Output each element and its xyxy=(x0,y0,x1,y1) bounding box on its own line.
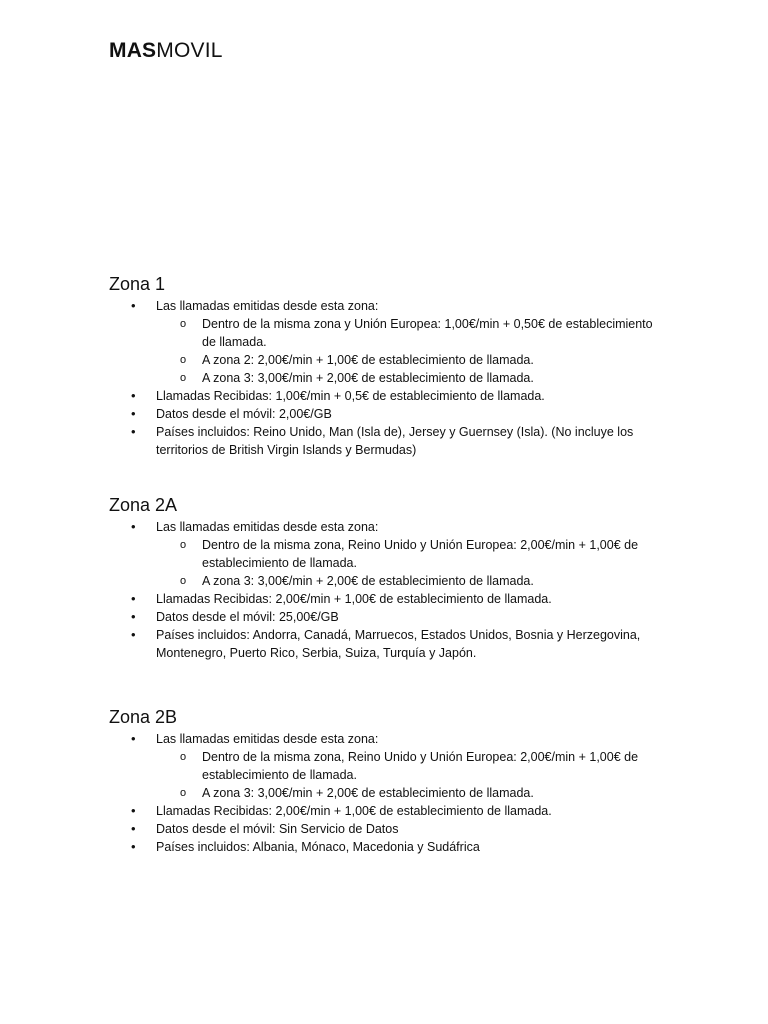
circle-bullet-icon: o xyxy=(180,539,187,551)
bullet-icon: • xyxy=(131,627,136,642)
zone-list xyxy=(109,297,669,459)
sub-item-text: Dentro de la misma zona, Reino Unido y Unión Europea: 2,00€/min + 1,00€ de establecimiento de llamada. xyxy=(202,538,639,570)
sub-list-item xyxy=(156,572,669,590)
circle-bullet-icon: o xyxy=(180,787,187,799)
item-text: Las llamadas emitidas desde esta zona: xyxy=(156,732,379,746)
bullet-icon: • xyxy=(131,388,136,403)
sub-list-item xyxy=(156,369,669,387)
list-item xyxy=(109,297,669,387)
circle-bullet-icon: o xyxy=(180,575,187,587)
sub-list xyxy=(156,536,669,590)
sub-list xyxy=(156,748,669,802)
sub-item-text: A zona 3: 3,00€/min + 2,00€ de establecimiento de llamada. xyxy=(202,371,534,385)
bullet-icon: • xyxy=(131,591,136,606)
zone-title: Zona 2B xyxy=(109,707,178,727)
item-text: Llamadas Recibidas: 2,00€/min + 1,00€ de establecimiento de llamada. xyxy=(156,592,552,606)
item-text: Países incluidos: Albania, Mónaco, Macedonia y Sudáfrica xyxy=(156,840,480,854)
sub-item-text: A zona 3: 3,00€/min + 2,00€ de establecimiento de llamada. xyxy=(202,786,534,800)
list-item xyxy=(109,518,669,590)
bullet-icon: • xyxy=(131,803,136,818)
bullet-icon: • xyxy=(131,406,136,421)
item-text: Países incluidos: Andorra, Canadá, Marruecos, Estados Unidos, Bosnia y Herzegovina, Montenegro, Puerto Rico, Serbia, Suiza, Turquía y Japón. xyxy=(156,628,641,660)
zone-section-2b xyxy=(109,706,669,856)
sub-list-item xyxy=(156,784,669,802)
item-text: Las llamadas emitidas desde esta zona: xyxy=(156,299,379,313)
sub-item-text: A zona 2: 2,00€/min + 1,00€ de establecimiento de llamada. xyxy=(202,353,534,367)
bullet-icon: • xyxy=(131,609,136,624)
list-item xyxy=(109,802,669,820)
sub-list-item xyxy=(156,748,669,784)
company-logo xyxy=(109,40,223,62)
zone-title: Zona 2A xyxy=(109,495,178,515)
item-text: Datos desde el móvil: 25,00€/GB xyxy=(156,610,339,624)
list-item xyxy=(109,730,669,802)
list-item xyxy=(109,838,669,856)
sub-item-text: Dentro de la misma zona y Unión Europea: 1,00€/min + 0,50€ de establecimiento de llamada. xyxy=(202,317,653,349)
item-text: Llamadas Recibidas: 2,00€/min + 1,00€ de establecimiento de llamada. xyxy=(156,804,552,818)
zone-section-1 xyxy=(109,273,669,459)
list-item xyxy=(109,608,669,626)
zone-list xyxy=(109,730,669,856)
item-text: Llamadas Recibidas: 1,00€/min + 0,5€ de establecimiento de llamada. xyxy=(156,389,545,403)
sub-list-item xyxy=(156,536,669,572)
list-item xyxy=(109,590,669,608)
list-item xyxy=(109,423,669,459)
bullet-icon: • xyxy=(131,839,136,854)
item-text: Países incluidos: Reino Unido, Man (Isla de), Jersey y Guernsey (Isla). (No incluye los territorios de British Virgin Islands y Bermudas) xyxy=(156,425,634,457)
list-item xyxy=(109,626,669,662)
logo-movil: MOVIL xyxy=(156,39,223,62)
sub-item-text: A zona 3: 3,00€/min + 2,00€ de establecimiento de llamada. xyxy=(202,574,534,588)
item-text: Datos desde el móvil: 2,00€/GB xyxy=(156,407,332,421)
sub-item-text: Dentro de la misma zona, Reino Unido y Unión Europea: 2,00€/min + 1,00€ de establecimiento de llamada. xyxy=(202,750,639,782)
item-text: Las llamadas emitidas desde esta zona: xyxy=(156,520,379,534)
sub-list-item xyxy=(156,351,669,369)
list-item xyxy=(109,820,669,838)
bullet-icon: • xyxy=(131,821,136,836)
bullet-icon: • xyxy=(131,424,136,439)
zone-list xyxy=(109,518,669,662)
bullet-icon: • xyxy=(131,731,136,746)
logo-mas: MAS xyxy=(109,39,157,62)
bullet-icon: • xyxy=(131,298,136,313)
circle-bullet-icon: o xyxy=(180,372,187,384)
list-item xyxy=(109,387,669,405)
list-item xyxy=(109,405,669,423)
sub-list xyxy=(156,315,669,387)
zone-title: Zona 1 xyxy=(109,274,166,294)
circle-bullet-icon: o xyxy=(180,354,187,366)
sub-list-item xyxy=(156,315,669,351)
bullet-icon: • xyxy=(131,519,136,534)
circle-bullet-icon: o xyxy=(180,751,187,763)
item-text: Datos desde el móvil: Sin Servicio de Datos xyxy=(156,822,399,836)
zone-section-2a xyxy=(109,494,669,662)
circle-bullet-icon: o xyxy=(180,318,187,330)
